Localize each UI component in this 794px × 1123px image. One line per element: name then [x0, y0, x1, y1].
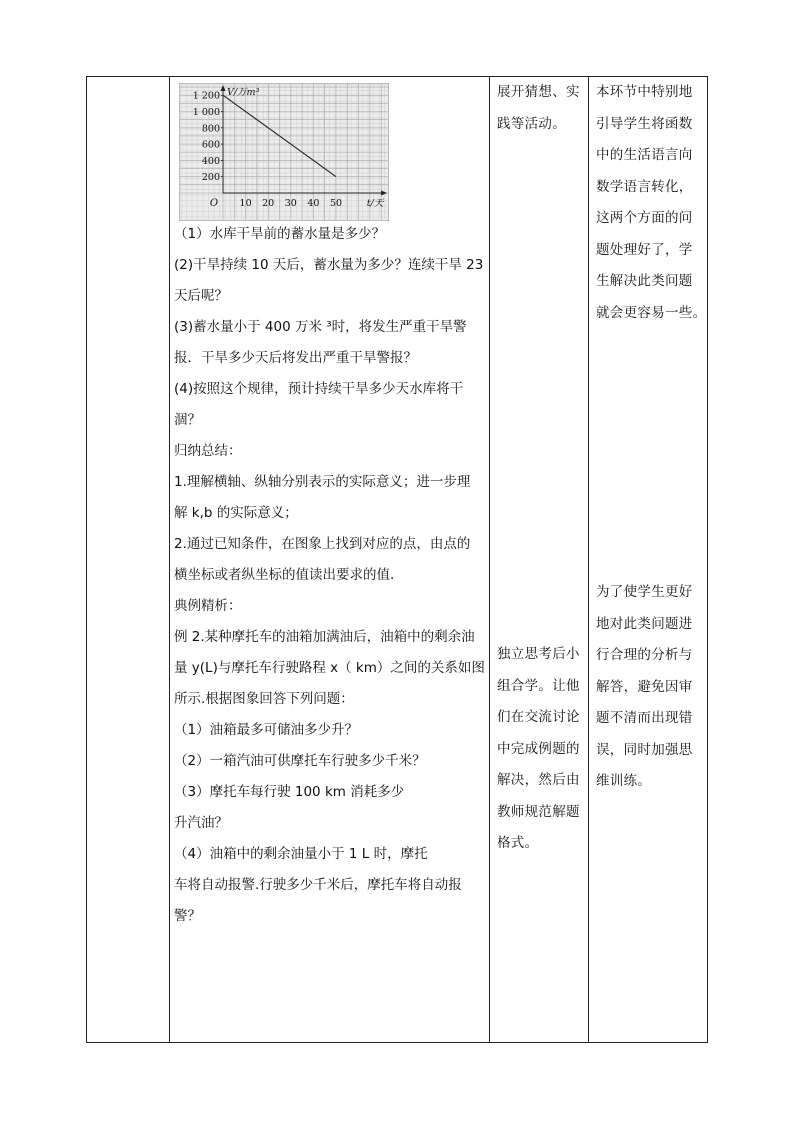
intent-line: 就会更容易一些。	[596, 304, 707, 321]
activity-line: 独立思考后小	[497, 646, 580, 662]
activity-line: 展开猜想、实	[497, 84, 580, 100]
activity-line: 格式。	[497, 835, 539, 851]
intent-line: 维训练。	[596, 773, 652, 789]
intent-line: 误，同时加强思	[596, 741, 693, 758]
main-line: 涸？	[174, 412, 201, 428]
x-tick-label: 10	[239, 198, 252, 209]
main-line: (2)干旱持续 10 天后，蓄水量为多少？连续干旱 23	[174, 257, 484, 273]
intent-line: 行合理的分析与	[596, 647, 693, 663]
intent-line: 题不清而出现错	[596, 710, 693, 726]
reservoir-graph-svg	[179, 83, 389, 221]
main-line: (4)按照这个规律，预计持续干旱多少天水库将干	[174, 381, 464, 397]
y-tick-label: 800	[201, 123, 220, 135]
activity-line: 组合学。让他	[497, 677, 580, 694]
main-line: （1）水库干旱前的蓄水量是多少？	[174, 226, 386, 242]
intent-line: 这两个方面的问	[596, 210, 693, 226]
y-axis-label: V/万m³	[227, 87, 260, 98]
intent-line: 中的生活语言向	[596, 147, 693, 163]
activity-line: 解决，然后由	[497, 772, 580, 788]
activity-line: 教师规范解题	[497, 803, 580, 820]
activity-line: 中完成例题的	[497, 740, 580, 757]
main-line: 横坐标或者纵坐标的值读出要求的值.	[174, 567, 395, 583]
lesson-table	[86, 76, 708, 1043]
activity-block-1	[497, 77, 587, 140]
intent-line: 引导学生将函数	[596, 115, 693, 132]
x-tick-label: 20	[262, 198, 275, 209]
y-tick-label: 400	[201, 155, 220, 167]
y-tick-label: 1 200	[192, 90, 220, 102]
intent-line: 解答，避免因审	[596, 678, 693, 695]
x-axis-label: t/天	[366, 198, 384, 209]
y-tick-label: 1 000	[192, 107, 220, 118]
main-line: 升汽油？	[174, 815, 228, 831]
y-tick-label: 600	[201, 139, 220, 151]
main-line: 车将自动报警.行驶多少千米后，摩托车将自动报	[174, 877, 462, 893]
section-heading: 归纳总结：	[174, 443, 242, 459]
x-tick-label: 40	[307, 198, 320, 209]
main-line: 所示.根据图象回答下列问题：	[174, 691, 354, 707]
main-line: 1.理解横轴、纵轴分别表示的实际意义；进一步理	[174, 474, 471, 490]
main-line: 2.通过已知条件，在图象上找到对应的点，由点的	[174, 536, 471, 552]
main-content-cell	[170, 77, 490, 932]
main-line: 天后呢？	[174, 288, 228, 304]
intent-line: 生解决此类问题	[596, 273, 693, 289]
intent-block-1	[596, 77, 708, 329]
intent-line: 为了使学生更好	[596, 584, 693, 600]
reservoir-graph	[179, 83, 389, 221]
intent-line: 本环节中特别地	[596, 84, 693, 100]
main-line: （1）油箱最多可储油多少升？	[174, 722, 359, 738]
x-tick-label: 30	[284, 198, 297, 209]
main-line: (3)蓄水量小于 400 万米 ³时，将发生严重干旱警	[174, 319, 467, 335]
main-line: 报．干旱多少天后将发出严重干旱警报？	[174, 350, 417, 366]
main-line: （3）摩托车每行驶 100 km 消耗多少	[174, 784, 405, 800]
section-heading: 典例精析：	[174, 598, 242, 614]
y-tick-label: 200	[201, 172, 220, 184]
origin-label: O	[209, 198, 219, 209]
main-line: （4）油箱中的剩余油量小于 1 L 时，摩托	[174, 846, 428, 862]
activity-block-2	[497, 639, 587, 860]
main-line: 警？	[174, 908, 201, 924]
main-line: 例 2.某种摩托车的油箱加满油后，油箱中的剩余油	[174, 629, 475, 645]
main-line: 解 k,b 的实际意义；	[174, 505, 298, 521]
main-line: （2）一箱汽油可供摩托车行驶多少千米？	[174, 753, 426, 769]
intent-line: 数学语言转化，	[596, 178, 693, 195]
intent-line: 题处理好了，学	[596, 241, 693, 258]
intent-block-2	[596, 577, 708, 798]
activity-line: 们在交流讨论	[497, 709, 580, 725]
x-tick-label: 50	[329, 198, 343, 209]
intent-line: 地对此类问题进	[596, 615, 693, 632]
activity-line: 践等活动。	[497, 115, 566, 132]
main-line: 量 y(L)与摩托车行驶路程 x（ km）之间的关系如图	[174, 660, 485, 676]
column-divider-3	[588, 77, 589, 1042]
